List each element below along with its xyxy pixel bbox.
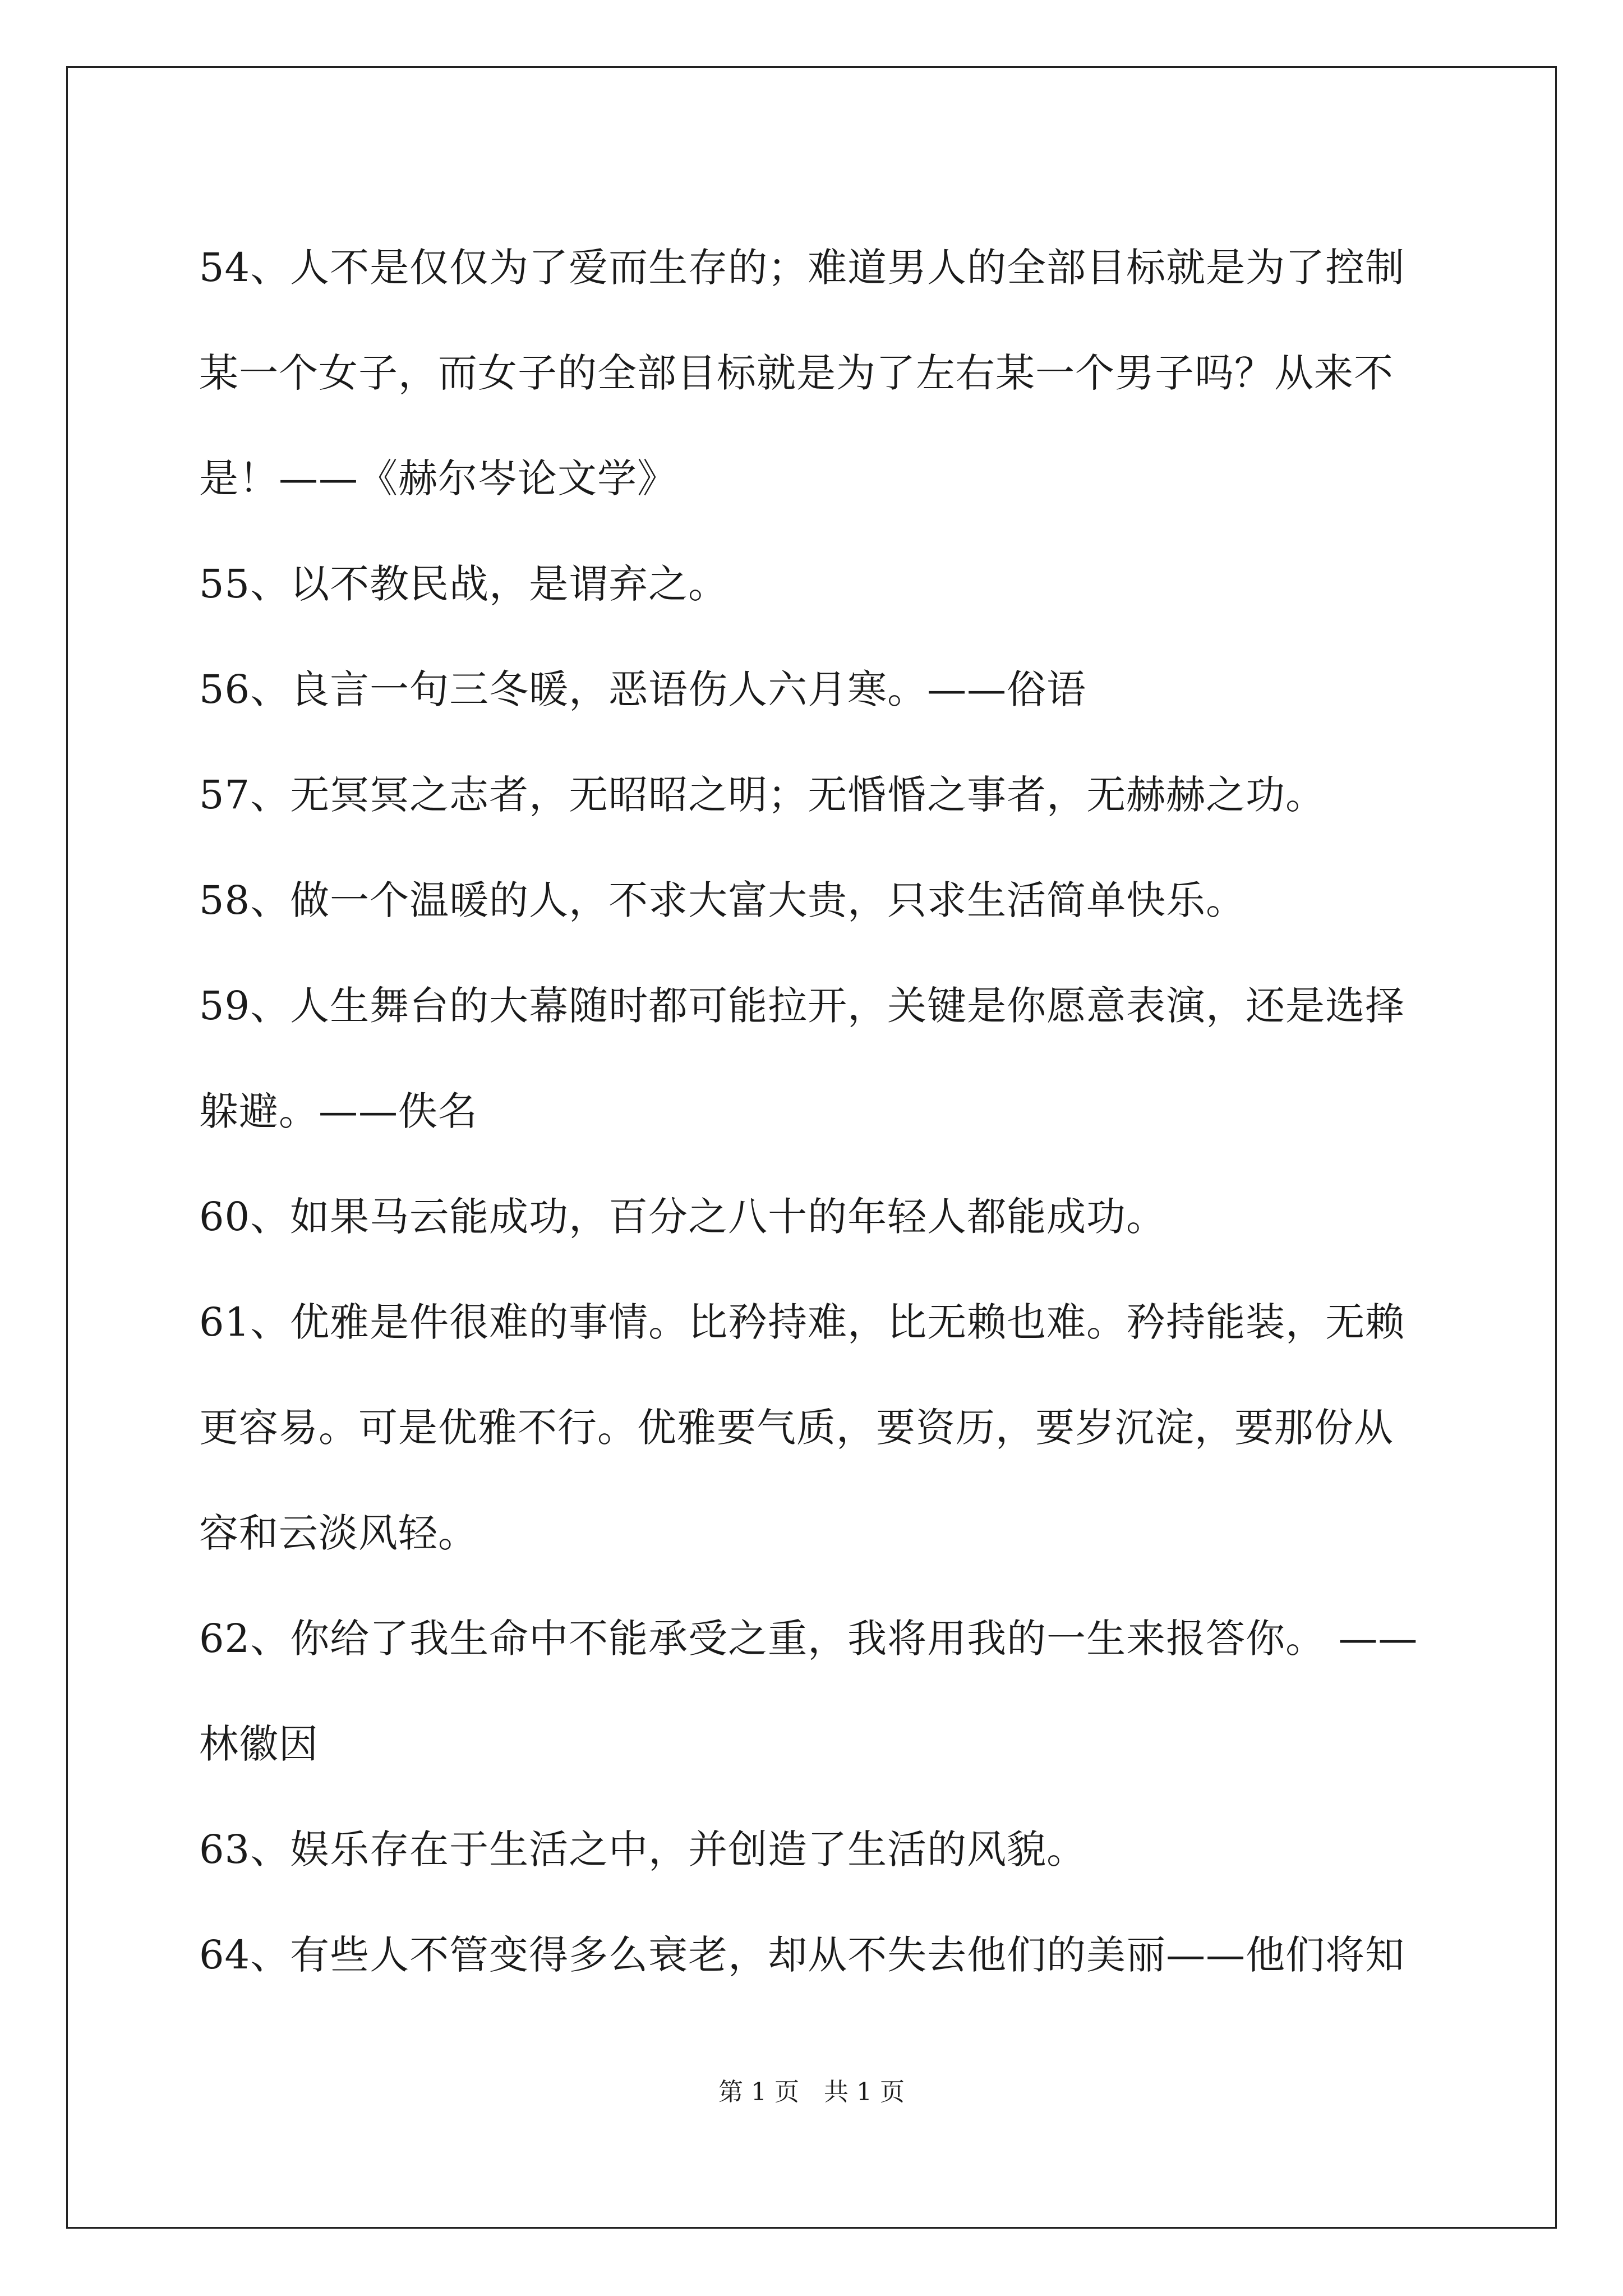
page-footer: 第 1 页 共 1 页 [718, 2078, 905, 2106]
quote-63: 63、娱乐存在于生活之中，并创造了生活的风貌。 [199, 1826, 1087, 1872]
quote-57: 57、无冥冥之志者，无昭昭之明；无惛惛之事者，无赫赫之功。 [199, 772, 1326, 818]
quote-61-line-1: 61、优雅是件很难的事情。比矜持难，比无赖也难。矜持能装，无赖 [199, 1299, 1405, 1345]
quote-59-line-2: 躲避。——佚名 [199, 1088, 478, 1134]
quote-60: 60、如果马云能成功，百分之八十的年轻人都能成功。 [199, 1194, 1166, 1240]
quote-54-line-1: 54、人不是仅仅为了爱而生存的；难道男人的全部目标就是为了控制 [199, 245, 1405, 291]
document-body [199, 215, 1433, 2008]
quote-56: 56、良言一句三冬暖，恶语伤人六月寒。——俗语 [199, 666, 1087, 712]
quote-54-line-3: 是！——《赫尔岑论文学》 [199, 455, 677, 501]
quote-64: 64、有些人不管变得多么衰老，却从不失去他们的美丽——他们将知 [199, 1932, 1405, 1978]
quote-58: 58、做一个温暖的人，不求大富大贵，只求生活简单快乐。 [199, 877, 1246, 923]
quote-54-line-2: 某一个女子，而女子的全部目标就是为了左右某一个男子吗？从来不 [199, 350, 1394, 396]
quote-61-line-2: 更容易。可是优雅不行。优雅要气质，要资历，要岁沉淀，要那份从 [199, 1405, 1394, 1451]
quote-61-line-3: 容和云淡风轻。 [199, 1510, 478, 1556]
quote-62-line-1: 62、你给了我生命中不能承受之重，我将用我的一生来报答你。 —— [199, 1616, 1418, 1662]
quote-62-line-2: 林徽因 [199, 1721, 319, 1767]
quote-59-line-1: 59、人生舞台的大幕随时都可能拉开，关键是你愿意表演，还是选择 [199, 983, 1405, 1029]
quote-55: 55、以不教民战，是谓弃之。 [199, 561, 728, 607]
